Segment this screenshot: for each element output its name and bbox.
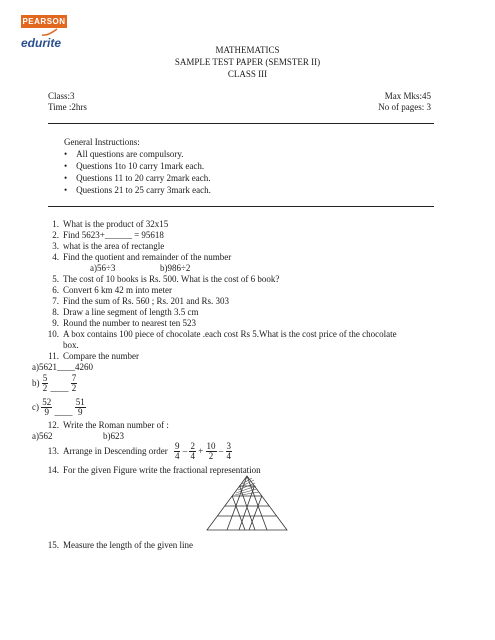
- question-7: 7. Find the sum of Rs. 560 ; Rs. 201 and Rs. 303: [52, 296, 230, 306]
- question-11a: a)5621____4260: [32, 362, 93, 372]
- triangle-figure-icon: [205, 475, 290, 532]
- instructions-divider: [48, 206, 434, 207]
- question-4a: a)56÷3: [90, 263, 116, 273]
- question-2: 2. Find 5623+______ = 95618: [52, 230, 164, 240]
- question-11c: c) $\frac{52}{9}$ ____ $\frac{51}{9}$: [32, 397, 85, 417]
- max-marks-label: Max Mks:45: [384, 91, 431, 101]
- question-12b: b)623: [103, 431, 124, 441]
- fraction: $\frac{52}{9}$: [42, 397, 52, 417]
- fraction: $\frac{2}{4}$: [190, 441, 195, 461]
- question-4b: b)986÷2: [160, 263, 191, 273]
- instruction-item: • All questions are compulsory.: [64, 149, 184, 159]
- question-10-cont: box.: [63, 340, 79, 350]
- question-12: 12. Write the Roman number of :: [47, 420, 169, 430]
- class-label: Class:3: [48, 91, 75, 101]
- pearson-logo: PEARSON: [21, 15, 67, 28]
- fraction: $\frac{10}{2}$: [206, 441, 216, 461]
- question-12a: a)562: [32, 431, 53, 441]
- question-4: 4. Find the quotient and remainder of the number: [52, 252, 232, 262]
- question-14: 14. For the given Figure write the fractional representation: [47, 465, 261, 475]
- fraction: $\frac{3}{4}$: [226, 441, 232, 461]
- paper-title: SAMPLE TEST PAPER (SEMSTER II): [174, 57, 321, 67]
- time-label: Time :2hrs: [48, 102, 87, 112]
- question-6: 6. Convert 6 km 42 m into meter: [52, 285, 172, 295]
- fraction: $\frac{51}{9}$: [75, 397, 85, 417]
- fraction: $\frac{7}{2}$: [71, 373, 77, 393]
- class-title: CLASS III: [227, 69, 268, 79]
- fraction: $\frac{5}{2}$: [42, 373, 48, 393]
- question-9: 9. Round the number to nearest ten 523: [52, 318, 196, 328]
- instruction-item: • Questions 21 to 25 carry 3mark each.: [64, 185, 211, 195]
- fraction: $\frac{9}{4}$: [174, 441, 180, 461]
- question-13: 13. Arrange in Descending order $\frac{9}{4}$ – $\frac{2}{4}$ + $\frac{10}{2}$ – $\frac{3}{4}$: [47, 441, 232, 461]
- header-divider: [48, 123, 434, 124]
- instruction-item: • Questions 11 to 20 carry 2mark each.: [64, 173, 211, 183]
- subject-title: MATHEMATICS: [215, 45, 280, 55]
- question-5: 5. The cost of 10 books is Rs. 500. What is the cost of 6 book?: [52, 274, 280, 284]
- question-1: 1. What is the product of 32x15: [52, 219, 169, 229]
- question-11: 11. Compare the number: [48, 351, 139, 361]
- question-11b: b) $\frac{5}{2}$ ____ $\frac{7}{2}$: [32, 373, 77, 393]
- question-8: 8. Draw a line segment of length 3.5 cm: [52, 307, 199, 317]
- pages-label: No of pages: 3: [378, 102, 431, 112]
- question-15: 15. Measure the length of the given line: [47, 540, 193, 550]
- question-10: 10. A box contains 100 piece of chocolate .each cost Rs 5.What is the cost price of the chocolate: [47, 329, 397, 339]
- instruction-item: • Questions 1to 10 carry 1mark each.: [64, 161, 205, 171]
- instructions-title: General Instructions:: [64, 137, 140, 147]
- edurite-logo: edurite: [21, 36, 62, 50]
- question-3: 3. what is the area of rectangle: [52, 241, 165, 251]
